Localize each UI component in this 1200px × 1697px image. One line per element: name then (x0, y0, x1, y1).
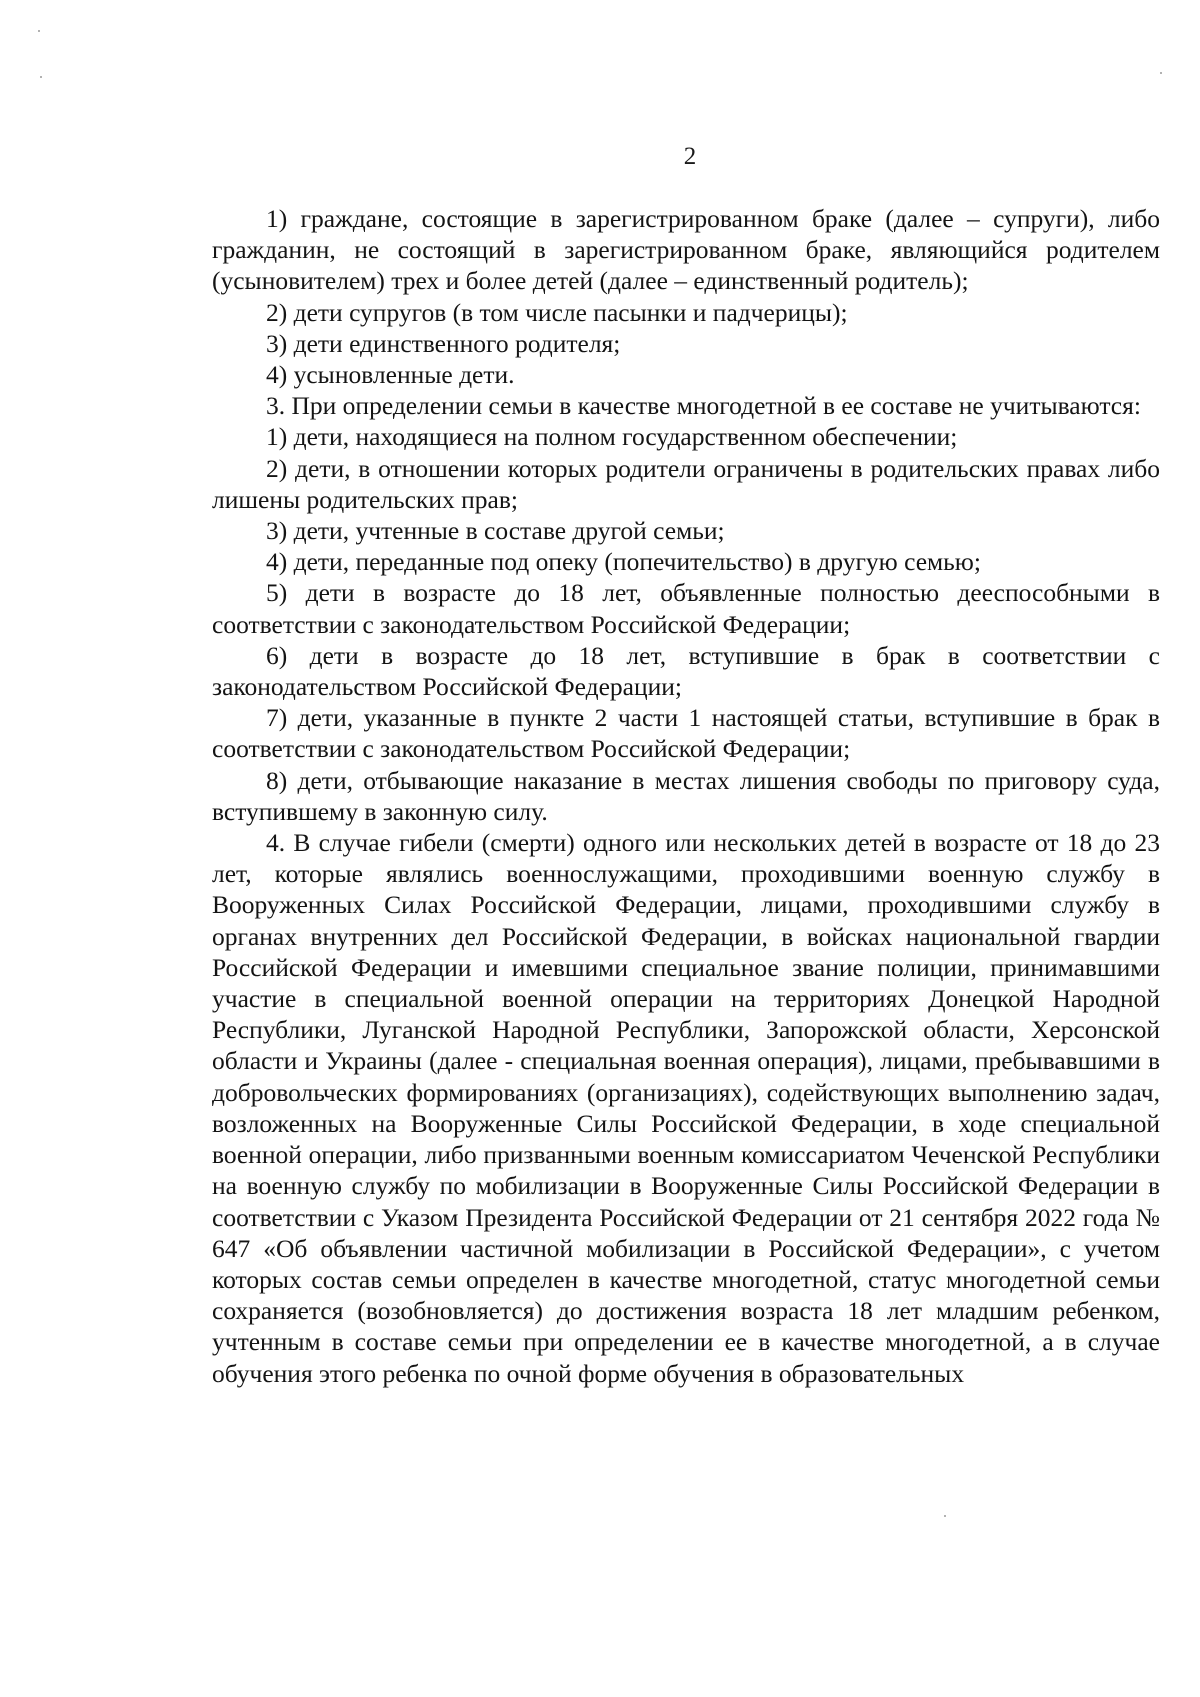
scan-speck (944, 1515, 946, 1517)
page-number: 2 (683, 143, 697, 170)
scan-speck (40, 76, 42, 78)
paragraph: 2) дети супругов (в том числе пасынки и падчерицы); (266, 297, 848, 327)
paragraph: 4. В случае гибели (смерти) одного или нескольких детей в возрасте от 18 до 23 лет, которые являлись военнослужащими, проходившими военную службу в Вооруженных Силах Российской Федерации, лицами, проходившими службу в органах внутренних дел Российской Федерации, в войсках национальной гвардии Российской Федерации и имевшими специальное звание полиции, принимавшими участие в специальной военной операции на территориях Донецкой Народной Республики, Луганской Народной Республики, Запорожской области, Херсонской области и Украины (далее - специальная военная операция), лицами, пребывавшими в добровольческих формированиях (организациях), содействующих выполнению задач, возложенных на Вооруженные Силы Российской Федерации, в ходе специальной военной операции, либо призванными военным комиссариатом Чеченской Республики на военную службу по мобилизации в Вооруженные Силы Российской Федерации в соответствии с Указом Президента Российской Федерации от 21 сентября 2022 года № 647 «Об объявлении частичной мобилизации в Российской Федерации», с учетом которых состав семьи определен в качестве многодетной, статус многодетной семьи сохраняется (возобновляется) до достижения возраста 18 лет младшим ребенком, учтенным в составе семьи при определении ее в качестве многодетной, а в случае обучения этого ребенка по очной форме обучения в образовательных (212, 828, 1160, 1388)
paragraph: 3. При определении семьи в качестве многодетной в ее составе не учитываются: (266, 391, 1141, 421)
paragraph: 5) дети в возрасте до 18 лет, объявленные полностью дееспособными в соответствии с законодательством Российской Федерации; (212, 578, 1160, 639)
paragraph: 1) граждане, состоящие в зарегистрированном браке (далее – супруги), либо гражданин, не состоящий в зарегистрированном браке, являющийся родителем (усыновителем) трех и более детей (далее – единственный родитель); (212, 204, 1160, 296)
paragraph: 4) дети, переданные под опеку (попечительство) в другую семью; (266, 547, 981, 577)
scan-speck (1160, 72, 1162, 74)
scan-speck (38, 30, 40, 32)
paragraph: 8) дети, отбывающие наказание в местах лишения свободы по приговору суда, вступившему в законную силу. (212, 765, 1160, 826)
paragraph: 3) дети единственного родителя; (266, 328, 621, 358)
paragraph: 6) дети в возрасте до 18 лет, вступившие в брак в соответствии с законодательством Российской Федерации; (212, 640, 1160, 702)
paragraph: 3) дети, учтенные в составе другой семьи; (266, 516, 725, 546)
document-body (212, 203, 1160, 1389)
paragraph: 2) дети, в отношении которых родители ограничены в родительских правах либо лишены родительских прав; (212, 453, 1160, 514)
paragraph: 1) дети, находящиеся на полном государственном обеспечении; (266, 422, 958, 452)
paragraph: 4) усыновленные дети. (266, 360, 515, 390)
paragraph: 7) дети, указанные в пункте 2 части 1 настоящей статьи, вступившие в брак в соответствии с законодательством Российской Федерации; (212, 703, 1160, 764)
